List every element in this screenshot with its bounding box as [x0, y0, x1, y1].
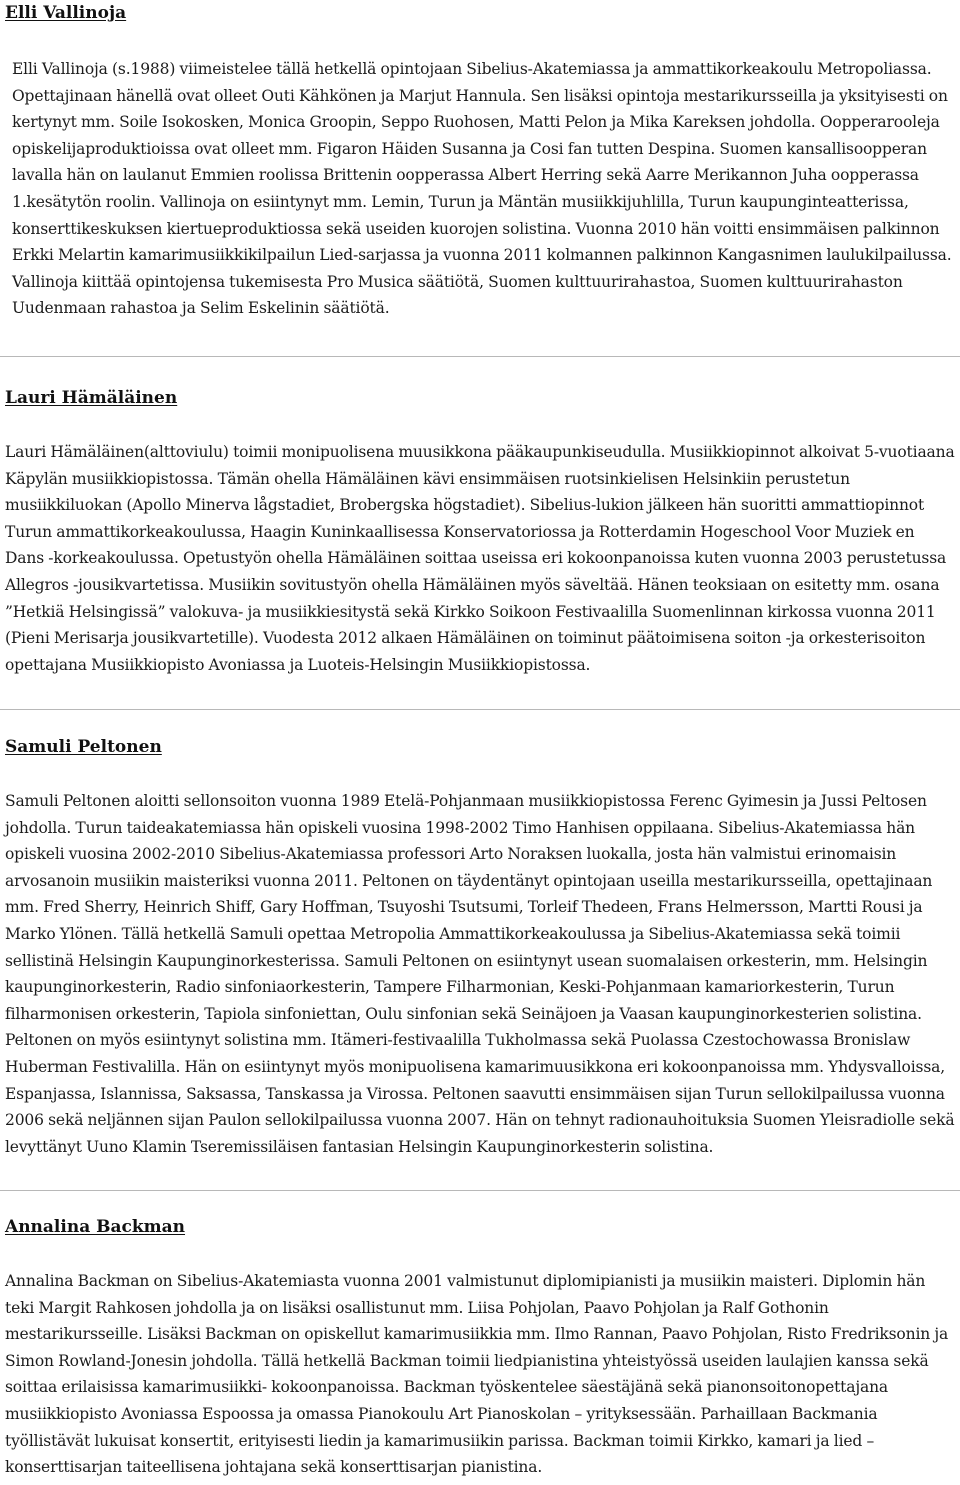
section-body: Lauri Hämäläinen(alttoviulu) toimii monipuolisena muusikkona pääkaupunkiseudulla. Musiikkiopinnot alkoivat 5-vuotiaana Käpylän musiikkiopistossa. Tämän ohella Hämäläinen kävi ensimmäisen ruotsinkielisen Helsinkiin perustetun musiikkiluokan (Apollo Minerva lågstadiet, Brobergska högstadiet). Sibelius-lukion jälkeen hän suoritti ammattiopinnot Turun ammattikorkeakoulussa, Haagin Kuninkaallisessa Konservatoriossa ja Rotterdamin Hogeschool Voor Muziek en Dans -korkeakoulussa. Opetustyön ohella Hämäläinen soittaa useissa eri kokoonpanoissa kuten vuonna 2003 perustetussa Allegros -jousikvartetissa. Musiikin sovitustyön ohella Hämäläinen myös säveltää. Hänen teoksiaan on esitetty mm. osana ”Hetkiä Helsingissä” valokuva- ja musiikkiesitystä sekä Kirkko Soikoon Festivaalilla Suomenlinnan kirkossa vuonna 2011 (Pieni Merisarja jousikvartetille). Vuodesta 2012 alkaen Hämäläinen on toiminut päätoimisena soiton -ja orkesterisoiton opettajana Musiikkiopisto Avoniassa ja Luoteis-Helsingin Musiikkiopistossa.	[5, 443, 955, 674]
section-body: Elli Vallinoja (s.1988) viimeistelee tällä hetkellä opintojaan Sibelius-Akatemiassa ja ammattikorkeakoulu Metropoliassa. Opettajinaan hänellä ovat olleet Outi Kähkönen ja Marjut Hannula. Sen lisäksi opintoja mestarikursseilla ja yksityisesti on kertynyt mm. Soile Isokosken, Monica Groopin, Seppo Ruohosen, Matti Pelon ja Mika Kareksen johdolla. Oopperarooleja opiskelijaproduktioissa ovat olleet mm. Figaron Häiden Susanna ja Cosi fan tutten Despina. Suomen kansallisoopperan lavalla hän on laulanut Emmien roolissa Brittenin oopperassa Albert Herring sekä Aarre Merikannon Juha oopperassa 1.kesätytön roolin. Vallinoja on esiintynyt mm. Lemin, Turun ja Mäntän musiikkijuhlilla, Turun kaupunginteatterissa, konserttikeskuksen kiertueproduktiossa sekä useiden kuorojen solistina. Vuonna 2010 hän voitti ensimmäisen palkinnon Erkki Melartin kamarimusiikkikilpailun Lied-sarjassa ja vuonna 2011 kolmannen palkinnon Kangasnimen laulukilpailussa. Vallinoja kiittää opintojensa tukemisesta Pro Musica säätiötä, Suomen kulttuurirahastoa, Suomen kulttuurirahaston Uudenmaan rahastoa ja Selim Eskelinin säätiötä.	[12, 60, 952, 318]
section-heading: Annalina Backman	[5, 1217, 186, 1237]
section-divider	[0, 1190, 960, 1191]
section-body: Samuli Peltonen aloitti sellonsoiton vuonna 1989 Etelä-Pohjanmaan musiikkiopistossa Ferenc Gyimesin ja Jussi Peltosen johdolla. Turun taideakatemiassa hän opiskeli vuosina 1998-2002 Timo Hanhisen oppilaana. Sibelius-Akatemiassa hän opiskeli vuosina 2002-2010 Sibelius-Akatemiassa professori Arto Noraksen luokalla, josta hän valmistui erinomaisin arvosanoin musiikin maisteriksi vuonna 2011. Peltonen on täydentänyt opintojaan useilla mestarikursseilla, opettajinaan mm. Fred Sherry, Heinrich Shiff, Gary Hoffman, Tsuyoshi Tsutsumi, Torleif Thedeen, Frans Helmersson, Martti Rousi ja Marko Ylönen. Tällä hetkellä Samuli opettaa Metropolia Ammattikorkeakoulussa ja Sibelius-Akatemiassa sekä toimii sellistinä Helsingin Kaupunginorkesterissa. Samuli Peltonen on esiintynyt usean suomalaisen orkesterin, mm. Helsingin kaupunginorkesterin, Radio sinfoniaorkesterin, Tampere Filharmonian, Keski-Pohjanmaan kamariorkesterin, Turun filharmonisen orkesterin, Tapiola sinfoniettan, Oulu sinfonian sekä Seinäjoen ja Vaasan kaupunginorkesterien solistina. Peltonen on myös esiintynyt solistina mm. Itämeri-festivaalilla Tukholmassa sekä Puolassa Czestochowassa Bronislaw Huberman Festivalilla. Hän on esiintynyt myös monipuolisena kamarimuusikkona eri kokoonpanoissa mm. Yhdysvalloissa, Espanjassa, Islannissa, Saksassa, Tanskassa ja Virossa. Peltonen saavutti ensimmäisen sijan Turun sellokilpailussa vuonna 2006 sekä neljännen sijan Paulon sellokilpailussa vuonna 2007. Hän on tehnyt radionauhoituksia Suomen Yleisradiolle sekä levyttänyt Uuno Klamin Tseremissiläisen fantasian Helsingin Kaupunginorkesterin solistina.	[5, 792, 955, 1156]
section-body: Annalina Backman on Sibelius-Akatemiasta vuonna 2001 valmistunut diplomipianisti ja musiikin maisteri. Diplomin hän teki Margit Rahkosen johdolla ja on lisäksi osallistunut mm. Liisa Pohjolan, Paavo Pohjolan ja Ralf Gothonin mestarikursseille. Lisäksi Backman on opiskellut kamarimusiikkia mm. Ilmo Rannan, Paavo Pohjolan, Risto Fredriksonin ja Simon Rowland-Jonesin johdolla. Tällä hetkellä Backman toimii liedpianistina yhteistyössä useiden laulajien kanssa sekä soittaa erilaisissa kamarimusiikki- kokoonpanoissa. Backman työskentelee säestäjänä sekä pianonsoitonopettajana musiikkiopisto Avoniassa Espoossa ja omassa Pianokoulu Art Pianoskolan – yrityksessään. Parhaillaan Backmania työllistävät lukuisat konsertit, erityisesti liedin ja kamarimusiikin parissa. Backman toimii Kirkko, kamari ja lied –konserttisarjan taiteellisena johtajana sekä konserttisarjan pianistina.	[5, 1272, 949, 1477]
section-divider	[0, 709, 960, 710]
section-heading: Elli Vallinoja	[5, 3, 127, 23]
section-heading: Samuli Peltonen	[5, 737, 162, 757]
section-divider	[0, 356, 960, 357]
section-heading: Lauri Hämäläinen	[5, 388, 178, 408]
